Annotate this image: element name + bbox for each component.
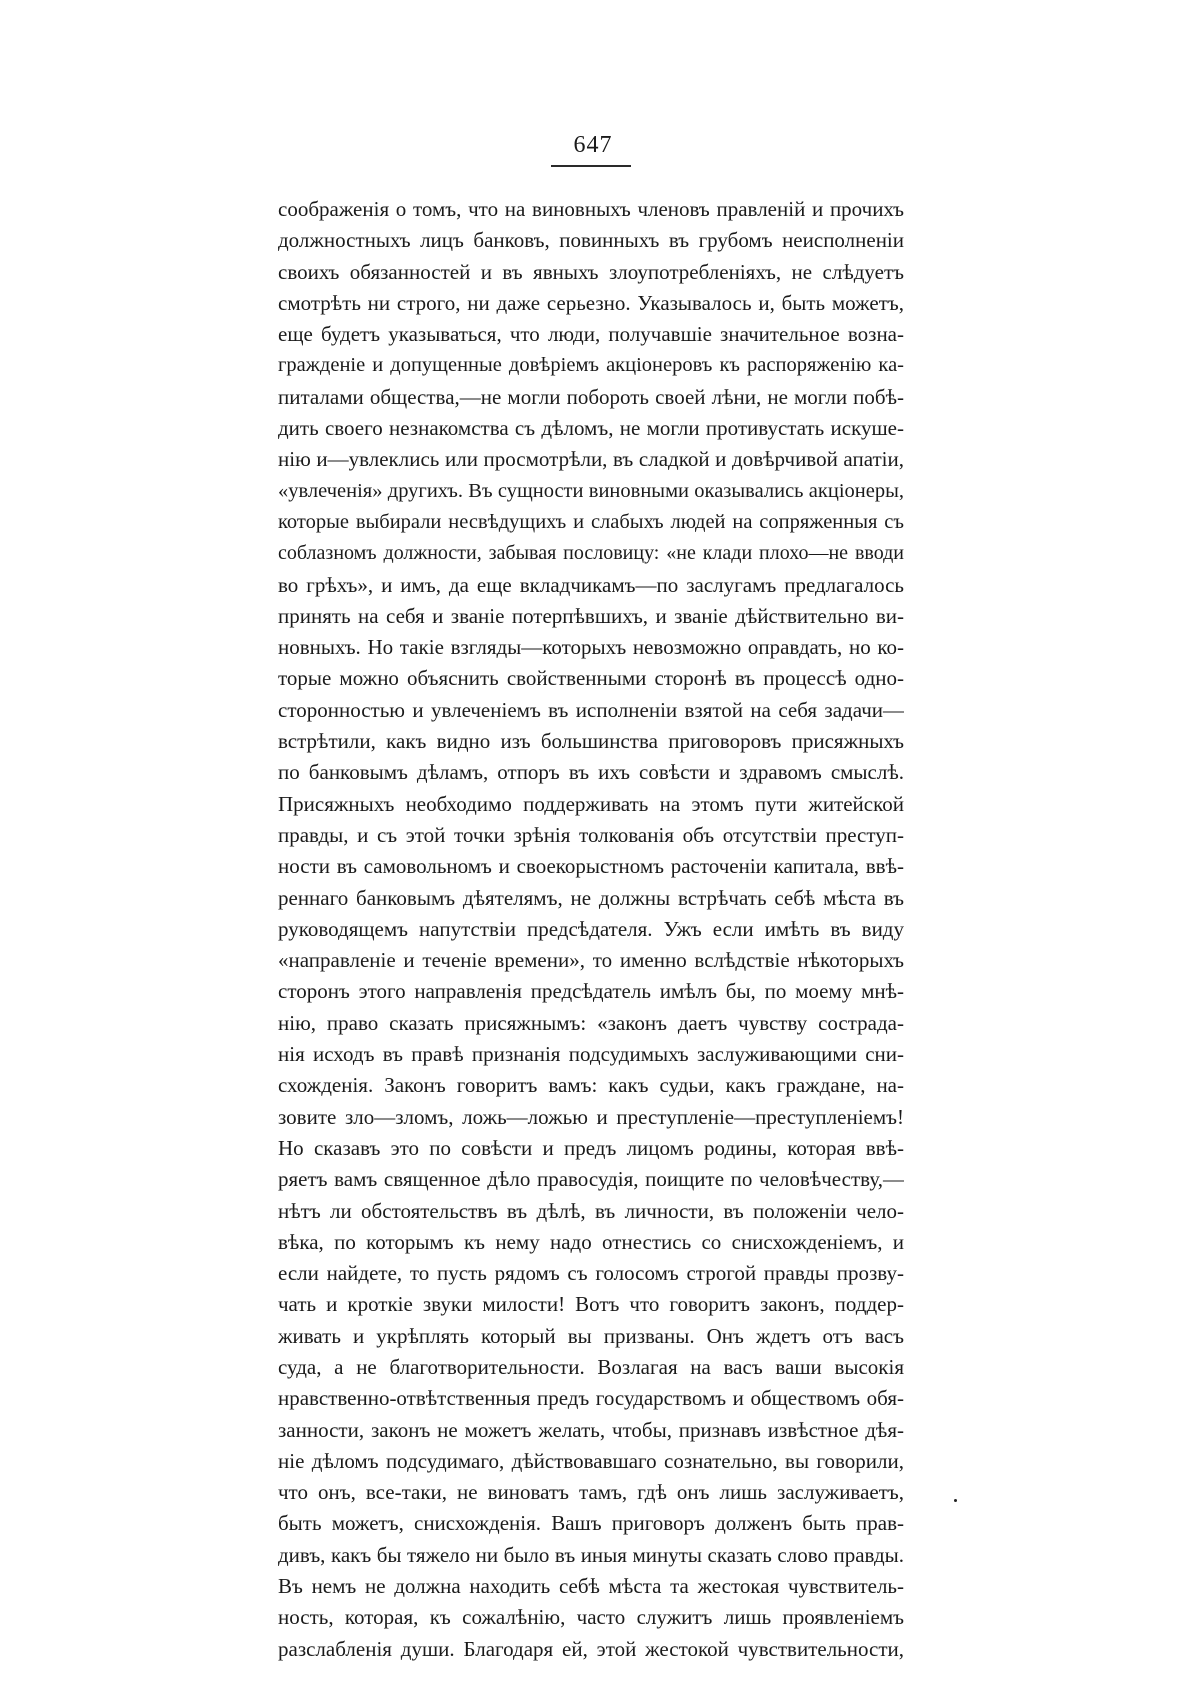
text-line: нію и—увлеклись или просмотрѣли, въ сладкой и довѣрчивой апатіи,	[278, 447, 904, 472]
text-line: если найдете, то пусть рядомъ съ голосомъ строгой правды прозву-	[278, 1261, 904, 1286]
text-line: соображенія о томъ, что на виновныхъ членовъ правленій и прочихъ	[278, 197, 904, 221]
text-line: нравственно-отвѣтственныя предъ государствомъ и обществомъ обя-	[278, 1386, 904, 1411]
text-line: чать и кроткіе звуки милости! Вотъ что говоритъ законъ, поддер-	[278, 1292, 904, 1317]
text-line: быть можетъ, снисхожденія. Вашъ приговоръ долженъ быть прав-	[278, 1511, 904, 1536]
body-text	[278, 194, 904, 1665]
text-line: схожденія. Законъ говоритъ вамъ: какъ судьи, какъ граждане, на-	[278, 1073, 904, 1098]
text-line: нія исходъ въ правѣ признанія подсудимыхъ заслуживающими сни-	[278, 1042, 904, 1067]
text-line: сторонностью и увлеченіемъ въ исполненіи взятой на себя задачи—	[278, 697, 904, 722]
text-line: ности въ самовольномъ и своекорыстномъ расточеніи капитала, ввѣ-	[278, 854, 904, 879]
text-line: торые можно объяснить свойственными сторонѣ въ процессѣ одно-	[278, 666, 904, 691]
text-line: дить своего незнакомства съ дѣломъ, не могли противустать искуше-	[278, 416, 904, 441]
text-line: нію, право сказать присяжнымъ: «законъ даетъ чувству сострада-	[278, 1010, 904, 1035]
text-line: руководящемъ напутствіи предсѣдателя. Ужъ если имѣть въ виду	[278, 916, 904, 941]
text-line: смотрѣть ни строго, ни даже серьезно. Указывалось и, быть можетъ,	[278, 290, 904, 315]
text-line: во грѣхъ», и имъ, да еще вкладчикамъ—по заслугамъ предлагалось	[278, 572, 904, 597]
text-line: разслабленія души. Благодаря ей, этой жестокой чувствительности,	[278, 1636, 904, 1661]
text-line: по банковымъ дѣламъ, отпоръ въ ихъ совѣсти и здравомъ смыслѣ.	[278, 760, 904, 785]
text-line: принять на себя и званіе потерпѣвшихъ, и званіе дѣйствительно ви-	[278, 603, 904, 628]
print-speck	[954, 1499, 957, 1502]
text-line: правды, и съ этой точки зрѣнія толкованія объ отсутствіи преступ-	[278, 822, 904, 847]
text-line: нѣтъ ли обстоятельствъ въ дѣлѣ, въ личности, въ положеніи чело-	[278, 1198, 904, 1223]
text-line: зовите зло—зломъ, ложь—ложью и преступленіе—преступленіемъ!	[278, 1104, 904, 1129]
text-line: питалами общества,—не могли побороть своей лѣни, не могли побѣ-	[278, 384, 904, 409]
text-line: новныхъ. Но такіе взгляды—которыхъ невозможно оправдать, но ко-	[278, 635, 904, 660]
text-line: Присяжныхъ необходимо поддерживать на этомъ пути житейской	[278, 791, 904, 816]
text-line: гражденіе и допущенные довѣріемъ акціонеровъ къ распоряженію ка-	[278, 354, 904, 377]
page-number-rule	[551, 165, 631, 167]
text-line: Но сказавъ это по совѣсти и предъ лицомъ родины, которая ввѣ-	[278, 1135, 904, 1160]
text-line: еще будетъ указываться, что люди, получавшіе значительное возна-	[278, 322, 904, 347]
text-line: встрѣтили, какъ видно изъ большинства приговоровъ присяжныхъ	[278, 729, 904, 754]
text-line: «направленіе и теченіе времени», то именно вслѣдствіе нѣкоторыхъ	[278, 948, 904, 973]
text-line: соблазномъ должности, забывая пословицу: «не клади плохо—не вводи	[278, 542, 904, 565]
text-line: ряетъ вамъ священное дѣло правосудія, поищите по человѣчеству,—	[278, 1167, 904, 1192]
text-line: ность, которая, къ сожалѣнію, часто служитъ лишь проявленіемъ	[278, 1605, 904, 1630]
text-line: должностныхъ лицъ банковъ, повинныхъ въ грубомъ неисполненіи	[278, 228, 904, 253]
text-line: своихъ обязанностей и въ явныхъ злоупотребленіяхъ, не слѣдуетъ	[278, 259, 904, 284]
text-line: ніе дѣломъ подсудимаго, дѣйствовавшаго сознательно, вы говорили,	[278, 1448, 904, 1473]
text-line: что онъ, все-таки, не виноватъ тамъ, гдѣ онъ лишь заслуживаетъ,	[278, 1480, 904, 1505]
text-line: дивъ, какъ бы тяжело ни было въ иныя минуты сказать слово правды.	[278, 1542, 904, 1567]
text-line: которые выбирали несвѣдущихъ и слабыхъ людей на сопряженныя съ	[278, 510, 904, 533]
text-line: «увлеченія» другихъ. Въ сущности виновными оказывались акціонеры,	[278, 479, 904, 502]
text-line: суда, а не благотворительности. Возлагая на васъ ваши высокія	[278, 1354, 904, 1379]
text-line: вѣка, по которымъ къ нему надо отнестись со снисхожденіемъ, и	[278, 1229, 904, 1254]
text-line: занности, законъ не можетъ желать, чтобы, признавъ извѣстное дѣя-	[278, 1417, 904, 1442]
page-number: 647	[573, 132, 613, 158]
text-line: живать и укрѣплять который вы призваны. Онъ ждетъ отъ васъ	[278, 1323, 904, 1348]
text-line: реннаго банковымъ дѣятелямъ, не должны встрѣчать себѣ мѣста въ	[278, 885, 904, 910]
text-line: сторонъ этого направленія предсѣдатель имѣлъ бы, по моему мнѣ-	[278, 979, 904, 1004]
text-line: Въ немъ не должна находить себѣ мѣста та жестокая чувствитель-	[278, 1574, 904, 1599]
